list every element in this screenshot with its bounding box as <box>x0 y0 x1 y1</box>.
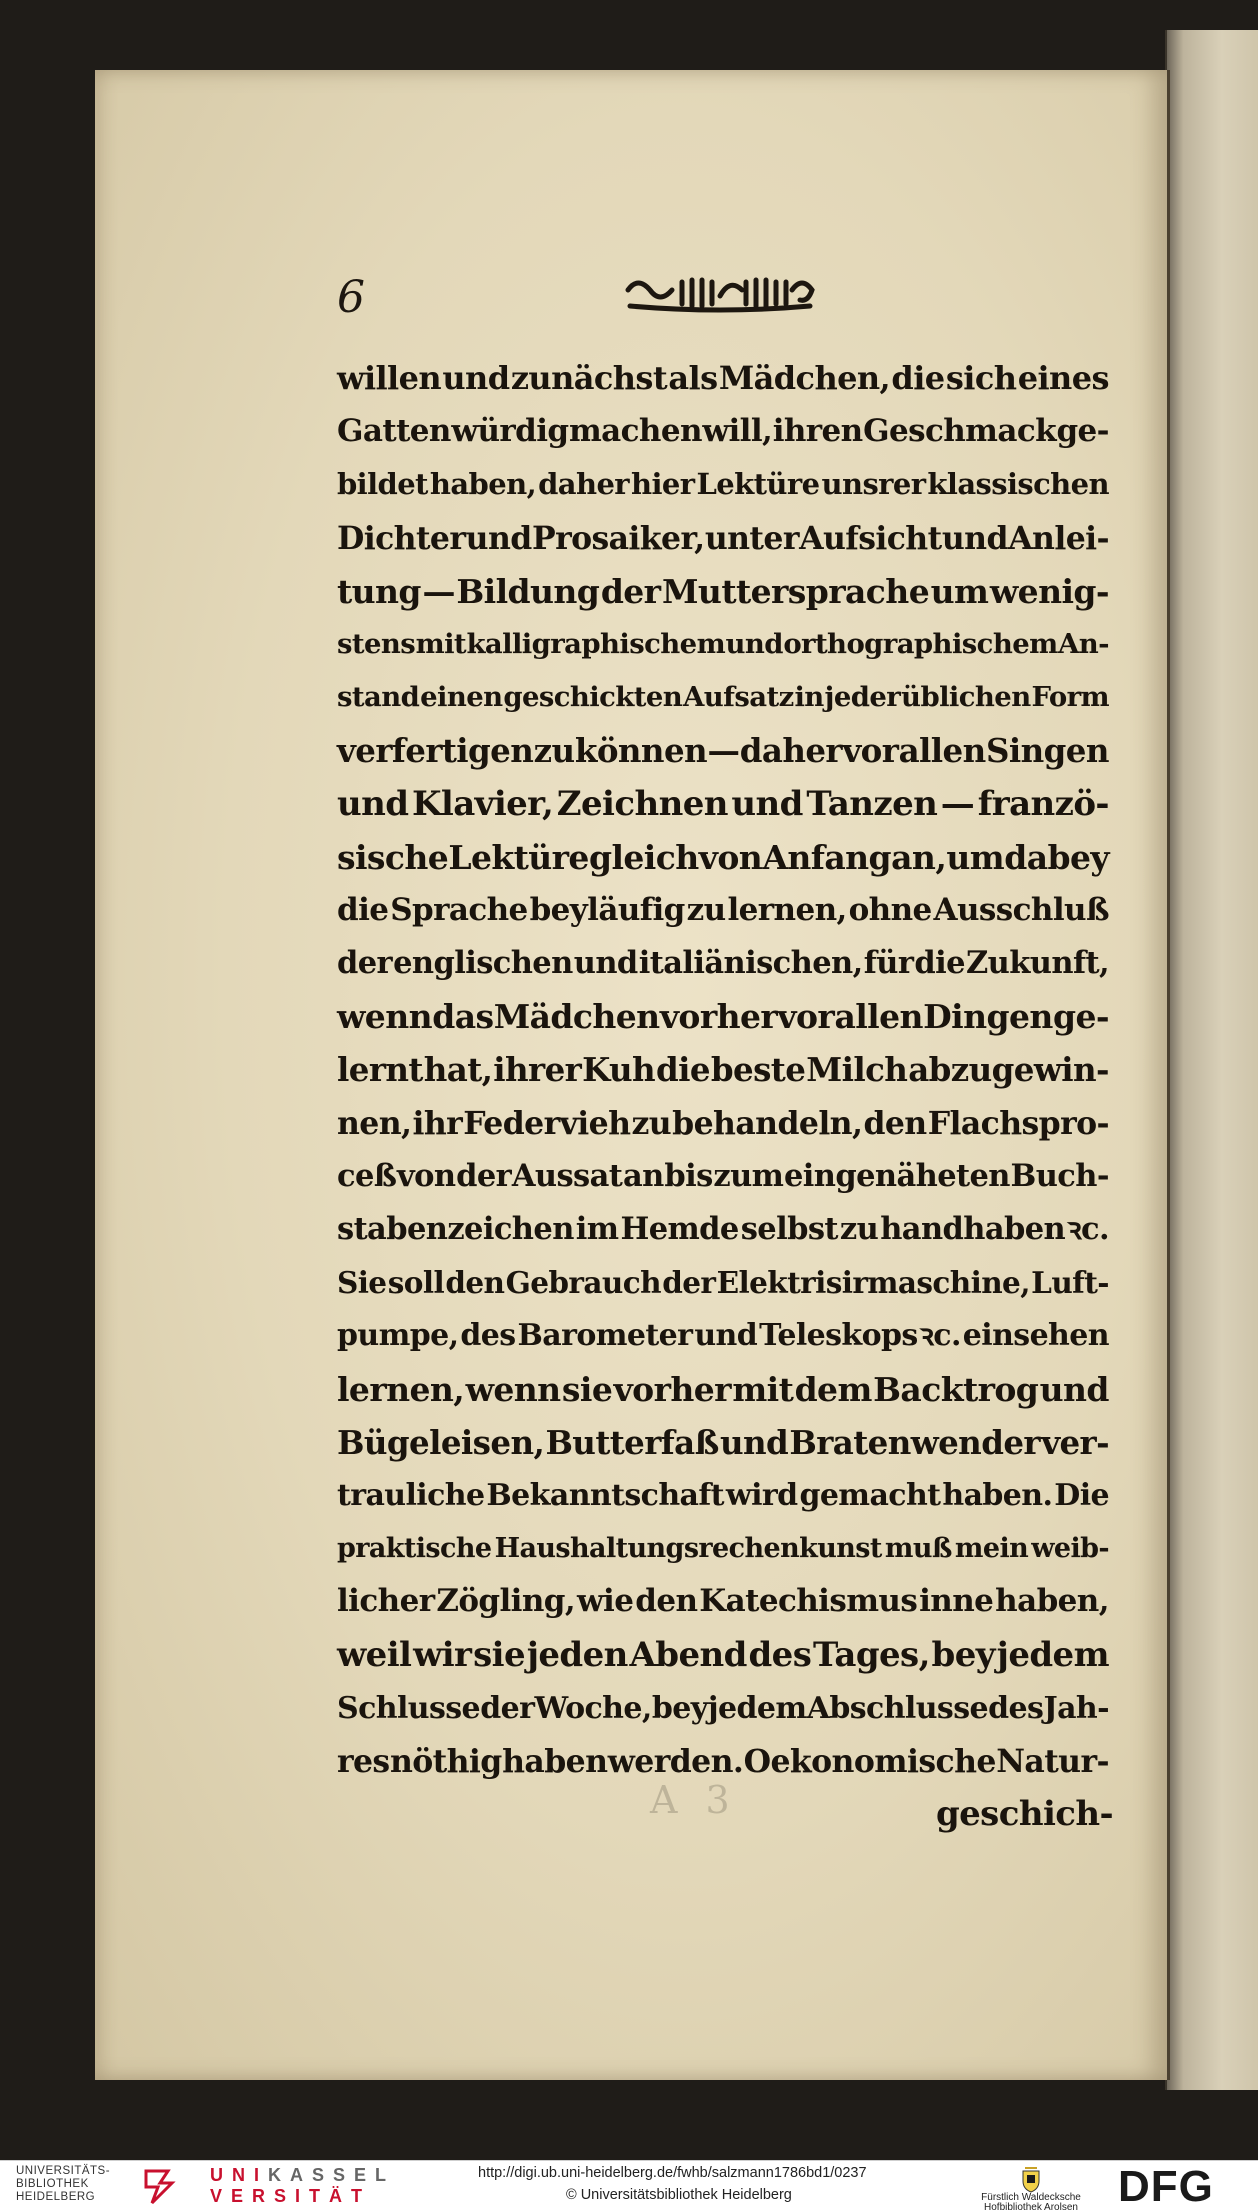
text-line: ceß von der Aussat an bis zum eingenäheten Buch- <box>337 1157 1109 1194</box>
catchword: geschich- <box>935 1794 1113 1835</box>
text-line: weil wir sie jeden Abend des Tages, bey jedem <box>337 1634 1109 1675</box>
text-line: bildet haben, daher hier Lektüre unsrer klassischen <box>337 467 1109 502</box>
page-number: 6 <box>337 272 365 323</box>
waldeck-library-label <box>968 2193 1094 2212</box>
footer-bar <box>0 2160 1258 2212</box>
text-line: der englischen und italiänischen, für die Zukunft, <box>337 945 1109 982</box>
permalink-url[interactable]: http://digi.ub.uni-heidelberg.de/fwhb/salzmann1786bd1/0237 <box>478 2165 867 2181</box>
text-line: Gatten würdig machen will, ihren Geschmack ge- <box>337 413 1109 450</box>
header-ornament-icon <box>620 268 818 318</box>
waldeck-line-2: Hofbibliothek Arolsen <box>984 2202 1078 2212</box>
waldeck-line-1: Fürstlich Waldecksche <box>981 2192 1081 2203</box>
text-line: sische Lektüre gleich von Anfang an, um dabey <box>337 837 1109 877</box>
heidelberg-library-label <box>16 2165 110 2204</box>
waldeck-crest-icon <box>1016 2163 1046 2193</box>
text-line: pumpe, des Barometer und Teleskops ꝛc. einsehen <box>337 1318 1109 1354</box>
text-line: lernen, wenn sie vorher mit dem Backtrog und <box>337 1369 1109 1409</box>
text-line: stens mit kalligraphischem und orthographischem An- <box>337 627 1109 660</box>
body-text <box>337 352 1113 1841</box>
text-line: stand einen geschickten Aufsatz in jeder üblichen Form <box>337 681 1109 714</box>
text-line: nen, ihr Federvieh zu behandeln, den Flachspro- <box>337 1104 1109 1142</box>
text-line: Bügeleisen, Butterfaß und Bratenwender ver- <box>337 1422 1109 1462</box>
text-line: Dichter und Prosaiker, unter Aufsicht und Anlei- <box>337 519 1109 557</box>
text-line: tung — Bildung der Muttersprache um wenig- <box>337 571 1109 611</box>
text-line: res nöthig haben werden. Oekonomische Natur- <box>337 1742 1109 1780</box>
heidelberg-logo-icon <box>138 2165 180 2207</box>
dfg-logo: DFG <box>1118 2162 1214 2211</box>
heidelberg-line-3: HEIDELBERG <box>16 2191 96 2203</box>
text-line: willen und zunächst als Mädchen, die sich eines <box>337 359 1109 397</box>
text-line: Sie soll den Gebrauch der Elektrisirmaschine, Luft- <box>337 1265 1109 1301</box>
text-line: licher Zögling, wie den Katechismus inne haben, <box>337 1583 1109 1620</box>
text-line: trauliche Bekanntschaft wird gemacht haben. Die <box>337 1477 1109 1513</box>
text-line: praktische Haushaltungsrechenkunst muß mein weib- <box>337 1533 1109 1565</box>
kassel-logo <box>210 2165 395 2207</box>
text-line: wenn das Mädchen vorher vor allen Dingen ge- <box>337 997 1109 1037</box>
heidelberg-line-1: UNIVERSITÄTS- <box>16 2165 111 2177</box>
copyright-text: © Universitätsbibliothek Heidelberg <box>566 2187 792 2203</box>
signature-mark: A 3 <box>650 1778 738 1822</box>
text-line: die Sprache beyläufig zu lernen, ohne Ausschluß <box>337 891 1109 928</box>
text-line: lernt hat, ihrer Kuh die beste Milch abzugewin- <box>337 1050 1109 1090</box>
kassel-line-1: UNIKASSEL <box>210 2165 396 2185</box>
text-line: stabenzeichen im Hemde selbst zu handhaben ꝛc. <box>337 1211 1109 1247</box>
kassel-line-2: VERSITÄT <box>210 2186 372 2206</box>
text-line: und Klavier, Zeichnen und Tanzen — franzö- <box>337 783 1109 824</box>
next-page-edge <box>1165 30 1258 2090</box>
text-line: Schlusse der Woche, bey jedem Abschlusse des Jah- <box>337 1690 1109 1726</box>
text-line: verfertigen zu können — daher vor allen Singen <box>337 731 1109 771</box>
heidelberg-line-2: BIBLIOTHEK <box>16 2178 89 2190</box>
